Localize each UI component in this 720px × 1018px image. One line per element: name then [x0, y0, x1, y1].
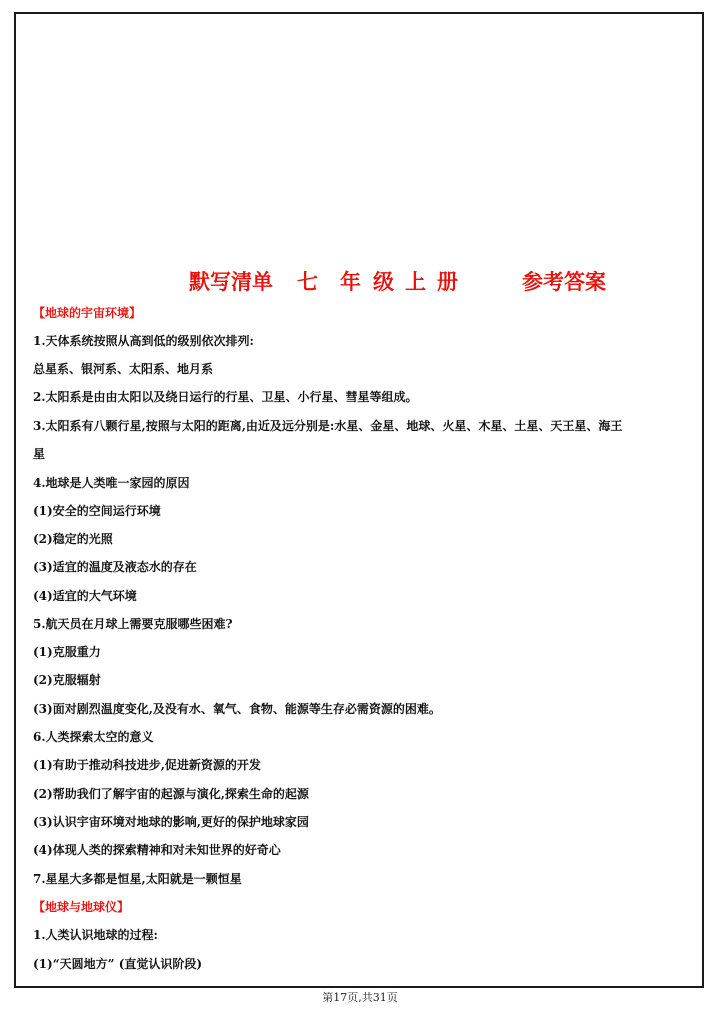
title-part-5: 上: [405, 270, 426, 294]
title-part-2: 七: [297, 270, 318, 294]
list-subitem: (1)克服重力: [33, 645, 101, 659]
section-heading-universe: 【地球的宇宙环境】: [33, 306, 142, 320]
title-part-3: 年: [340, 270, 361, 294]
title-part-6: 册: [437, 270, 458, 294]
page-number-footer: 第17页,共31页: [322, 991, 398, 1004]
list-item: 总星系、银河系、太阳系、地月系: [33, 362, 214, 376]
title-part-4: 级: [373, 270, 394, 294]
list-subitem: (4)体现人类的探索精神和对未知世界的好奇心: [33, 843, 281, 857]
list-item: 星: [33, 447, 46, 461]
list-subitem: (3)适宜的温度及液态水的存在: [33, 560, 197, 574]
document-title: [0, 266, 720, 296]
list-item: 1.天体系统按照从高到低的级别依次排列:: [33, 334, 254, 348]
list-item: 7.星星大多都是恒星,太阳就是一颗恒星: [33, 872, 242, 886]
list-subitem: (1)“天圆地方” (直觉认识阶段): [33, 957, 203, 971]
list-subitem: (1)安全的空间运行环境: [33, 504, 161, 518]
list-subitem: (1)有助于推动科技进步,促进新资源的开发: [33, 758, 261, 772]
list-item: 4.地球是人类唯一家园的原因: [33, 476, 190, 490]
list-item: 5.航天员在月球上需要克服哪些困难?: [33, 617, 233, 631]
section-heading-globe: 【地球与地球仪】: [33, 900, 130, 914]
list-subitem: (2)稳定的光照: [33, 532, 113, 546]
list-subitem: (4)适宜的大气环境: [33, 589, 137, 603]
list-subitem: (3)面对剧烈温度变化,及没有水、氧气、食物、能源等生存必需资源的困难。: [33, 702, 441, 716]
list-item: 6.人类探索太空的意义: [33, 730, 154, 744]
list-subitem: (3)认识宇宙环境对地球的影响,更好的保护地球家园: [33, 815, 309, 829]
title-part-7: 参考答案: [522, 270, 606, 294]
list-item: 1.人类认识地球的过程:: [33, 928, 158, 942]
list-subitem: (2)克服辐射: [33, 673, 101, 687]
list-item: 3.太阳系有八颗行星,按照与太阳的距离,由近及远分别是:水星、金星、地球、火星、木星、土星、天王星、海王: [33, 419, 623, 433]
list-subitem: (2)帮助我们了解宇宙的起源与演化,探索生命的起源: [33, 787, 309, 801]
title-part-1: 默写清单: [189, 270, 273, 294]
list-item: 2.太阳系是由由太阳以及绕日运行的行星、卫星、小行星、彗星等组成。: [33, 390, 418, 404]
